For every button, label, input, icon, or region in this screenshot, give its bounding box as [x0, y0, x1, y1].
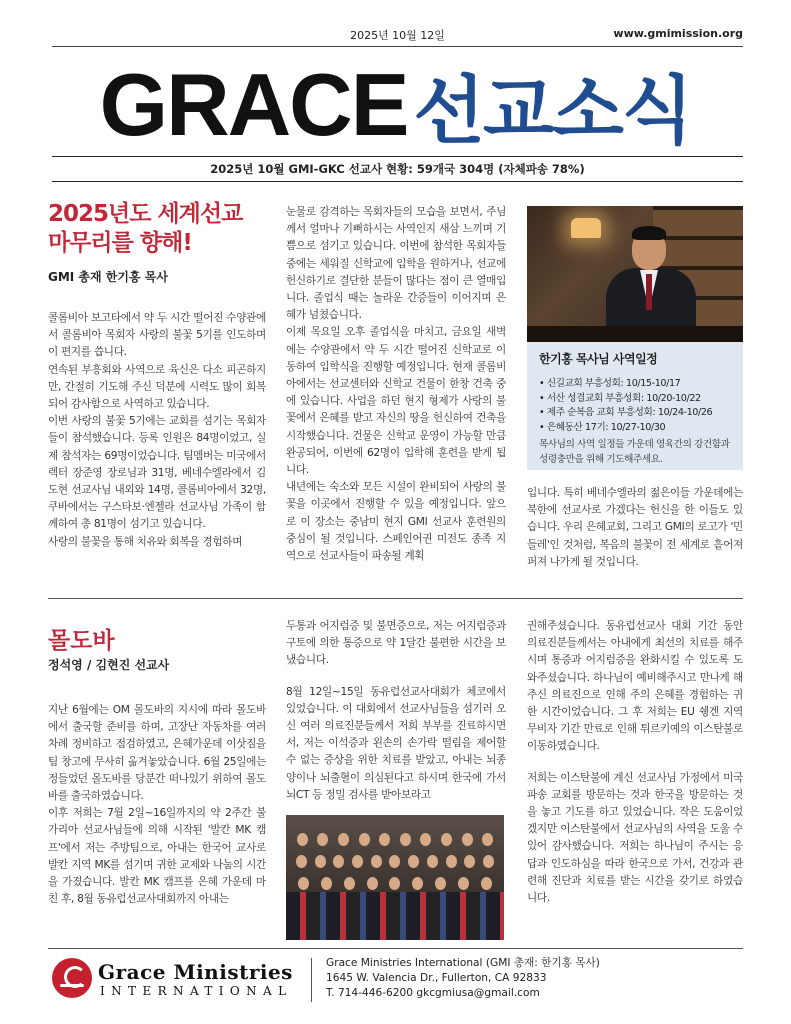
paragraph: 이제 목요일 오후 졸업식을 마치고, 금요일 새벽에는 수양관에서 약 두 시간 떨어진 신학교로 이동하여 입학식을 진행할 예정입니다. 현재 콜롬비아에서는 선교센터와 신학교 건물이 한창 건축 중에 있습니다. 사업을 하던 현지 형제가 사랑의 불꽃에서 은혜를 받고 자신의 땅을 헌신하여 건축을 시작했습니다. 건물은 신학교 운영이 가능할 만큼 완공되어, 이번에 62명이 입학해 훈련을 받게 됩니다. — [286, 326, 506, 477]
paragraph: 권해주셨습니다. 동유럽선교사 대회 기간 동안 의료진분들께서는 아내에게 최선의 치료를 해주시며 통증과 어지럼증을 완화시킬 수 있도록 도와주셨습니다. 하나님이 예비해주시고 만나게 해주신 의료진으로 인해 주의 은혜를 경험하는 귀한 시간이었습니다. 그 후 저희는 EU 쉥겐 지역 무비자 기간 만료로 인해 튀르키예의 이스탄불로 이동하였습니다. — [527, 620, 743, 753]
schedule-list — [539, 377, 731, 435]
schedule-title: 한기홍 목사님 사역일정 — [539, 352, 658, 366]
article1-headline-line1: 2025년도 세계선교 — [48, 201, 243, 227]
article1-headline — [48, 200, 288, 258]
paragraph: 입니다. 특히 베네수엘라의 젊은이들 가운데에는 북한에 선교사로 가겠다는 헌신을 한 이들도 있습니다. 우리 은혜교회, 그리고 GMI의 로고가 '민들레'인 것처럼, 복음의 불꽃이 전 세계로 흩어져 퍼져 나가게 될 것입니다. — [527, 487, 743, 568]
article1-headline-line2: 마무리를 향해! — [48, 230, 192, 256]
logo-name: Grace Ministries — [98, 960, 293, 984]
schedule-note: 목사님의 사역 일정들 가운데 영육간의 강건함과 성령충만을 위해 기도해주세요. — [539, 439, 730, 465]
top-bar — [52, 24, 743, 44]
gmi-logo-icon — [52, 958, 92, 998]
paragraph: 저희는 이스탄불에 계신 선교사님 가정에서 미국 파송 교회를 방문하는 것과 한국을 방문하는 것을 놓고 기도를 하고 있었습니다. 작은 도움이었겠지만 이스탄불에서 선교사님의 사역을 도울 수 있어 감사했습니다. 저희는 하나님이 주시는 응답과 인도하심을 따라 한국으로 가서, 건강과 관련해 진단과 치료를 받는 시간을 갖기로 하였습니다. — [527, 771, 743, 905]
schedule-item: • 제주 순복음 교회 부흥성회: 10/24-10/26 — [539, 406, 731, 421]
paragraph: 8월 12일~15일 동유럽선교사대회가 체코에서 있었습니다. 이 대회에서 선교사님들을 섬기러 오신 여러 의료진분들께서 저희 부부를 진료하시면서, 저는 이석증과 왼손의 손가락 떨림을 제어할 수 없는 증상을 위한 치료를 받았고, 아내는 뇌종양이나 뇌출혈이 의심된다고 하시며 한국에 가서 뇌CT 등 정밀 검사를 받아보라고 — [286, 685, 506, 801]
article2-column1 — [48, 702, 266, 942]
paragraph: 내년에는 숙소와 모든 시설이 완비되어 사랑의 불꽃을 이곳에서 진행할 수 있을 예정입니다. 앞으로 이 장소는 중남미 현지 GMI 선교사 훈련원의 중심이 될 것입니다. 스페인어권 미전도 종족 지역으로 선교사들이 파송될 계획 — [286, 481, 506, 563]
issue-date: 2025년 10월 12일 — [350, 29, 445, 42]
pastor-figure — [602, 224, 698, 342]
article2-column2 — [286, 618, 506, 810]
paragraph: 이번 사랑의 불꽃 5기에는 교회를 섬기는 목회자들이 참석했습니다. 등록 인원은 84명이었고, 실제 참석자는 69명이었습니다. 팀멤버는 미국에서 렉터 장준영 장로님과 31명, 베네수엘라에서 김도현 선교사님 내외와 14명, 콜롬비아에서 32명, 쿠바에서는 구스타보·엔젤라 선교사님 가족이 함께하여 총 81명이 섬기고 있습니다. — [48, 415, 266, 531]
pastor-photo — [527, 206, 743, 342]
article1-column3 — [527, 485, 743, 590]
schedule-item: • 서산 성결교회 부흥성회: 10/20-10/22 — [539, 392, 731, 407]
footer-address: 1645 W. Valencia Dr., Fullerton, CA 92833 — [326, 972, 547, 984]
website-url[interactable]: www.gmimission.org — [613, 27, 743, 40]
masthead-korean: 선교소식 — [413, 68, 692, 154]
masthead-english: GRACE — [99, 55, 408, 154]
paragraph: 눈물로 감격하는 목회자들의 모습을 보면서, 주님께서 얼마나 기뻐하시는 사역인지 새삼 느끼며 기쁨으로 섬기고 있습니다. 이번에 참석한 목회자들 중에는 세워질 신학교에 입학을 원하거나, 선교에 헌신하기로 결단한 분들이 많다는 점이 큰 열매입니다. 졸업식 때는 놀라운 간증들이 이어지며 은혜가 넘쳤습니다. — [286, 206, 506, 322]
footer-org: Grace Ministries International (GMI 총재: 한기홍 목사) — [326, 957, 600, 969]
article2-headline: 몰도바 — [48, 628, 115, 654]
paragraph: 두통과 어지럼증 및 불면증으로, 저는 어지럼증과 구토에 의한 통증으로 약 1달간 불편한 시간을 보냈습니다. — [286, 620, 506, 667]
article1-byline: GMI 총재 한기홍 목사 — [48, 270, 168, 284]
article2-column3 — [527, 618, 743, 942]
desk — [527, 326, 743, 342]
section-divider — [48, 598, 743, 599]
lamp — [571, 218, 601, 238]
missionary-status: 2025년 10월 GMI-GKC 선교사 현황: 59개국 304명 (자체파송 78%) — [52, 156, 743, 182]
schedule-box — [527, 342, 743, 470]
article1-column1 — [48, 310, 266, 590]
footer-divider — [48, 948, 743, 949]
masthead — [0, 52, 791, 152]
paragraph: 연속된 부흥회와 사역으로 육신은 다소 피곤하지만, 간절히 기도해 주신 덕분에 시력도 많이 회복되어 감사함으로 사역하고 있습니다. — [48, 363, 266, 411]
footer-phone-email: T. 714-446-6200 gkcgmiusa@gmail.com — [326, 987, 540, 999]
paragraph: 이후 저희는 7월 2일~16일까지의 약 2주간 불가리아 선교사님들에 의해 시작된 '발칸 MK 캠프'에서 저는 주방팀으로, 아내는 한국어 교사로 발칸 지역 MK를 섬기며 귀한 교제와 나눔의 시간을 가졌습니다. 발칸 MK 캠프를 은혜 가운데 마친 후, 8월 동유럽선교사대회까지 아내는 — [48, 807, 266, 906]
footer-contact — [326, 956, 600, 1001]
footer-vertical-divider — [311, 958, 312, 1002]
paragraph: 콜롬비아 보고타에서 약 두 시간 떨어진 수양관에서 콜롬비아 목회자 사랑의 불꽃 5기를 인도하며 이 편지를 씁니다. — [48, 312, 266, 359]
paragraph: 지난 6월에는 OM 몰도바의 지시에 따라 몰도바에서 출국할 준비를 하며, 고장난 자동차를 여러 차례 정비하고 점검하였고, 은혜가운데 이삿짐을 팀 창고에 무사히 옮겨놓았습니다. 6월 25일에는 정들었던 몰도바를 당분간 떠나있기 위하여 몰도바를 출국하였습니다. — [48, 704, 266, 803]
logo-subtitle: INTERNATIONAL — [100, 984, 293, 998]
article1-column2 — [286, 204, 506, 590]
schedule-item: • 은혜동산 17기: 10/27-10/30 — [539, 421, 731, 436]
top-divider — [52, 46, 743, 47]
article2-byline: 정석영 / 김현진 선교사 — [48, 658, 170, 672]
group-photo — [286, 815, 504, 940]
schedule-item: • 신길교회 부흥성회: 10/15-10/17 — [539, 377, 731, 392]
paragraph: 사랑의 불꽃을 통해 치유와 회복을 경험하며 — [48, 535, 243, 548]
